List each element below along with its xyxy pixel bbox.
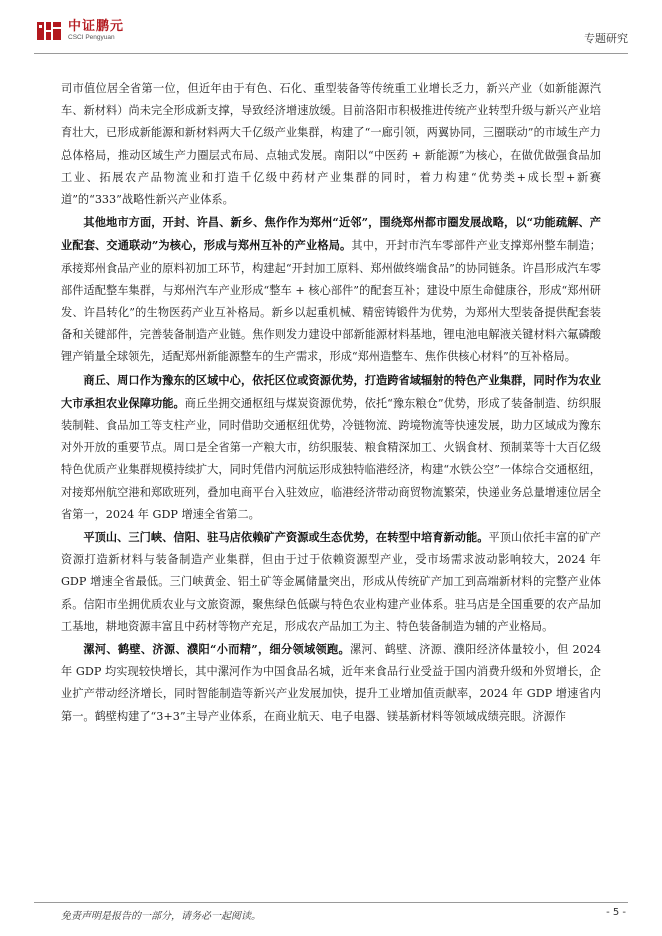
header-divider: [34, 53, 628, 54]
paragraph-text: 其中，开封市汽车零部件产业支撑郑州整车制造；承接郑州食品产业的原料初加工环节，构建起“开封加工原料、郑州做终端食品”的协同链条。许昌形成汽车零部件适配整车集群，与郑州汽车产业形成“整车 + 核心部件”的配套互补；建设中原生命健康谷，形成“郑州研发、许昌转化”的生物医药产业互补格局。新乡以起重机械、精密铸锻件为优势，为郑州大型装备提供配套装备和关键部件，完善装备制造产业链。焦作则发力建设中部新能源材料基地，锂电池电解液关键材料六氟磷酸锂产销量全球领先，适配郑州新能源整车的生产需求，形成“郑州造整车、焦作供核心材料”的互补格局。: [61, 239, 601, 364]
document-body: [61, 78, 601, 728]
paragraph-luohe-group: [61, 638, 601, 728]
paragraph-lead-bold: 漯河、鹤壁、济源、濮阳“小而精”，细分领域领跑。: [83, 642, 351, 657]
paragraph-zhengzhou-neighbors: [61, 211, 601, 368]
paragraph-pingdingshan-group: [61, 526, 601, 638]
paragraph-text: 平顶山依托丰富的矿产资源打造新材料与装备制造产业集群，但由于过于依赖资源型产业，受市场需求波动影响较大，2024 年 GDP 增速全省最低。三门峡黄金、铝土矿等金属储量突出，形成从传统矿产加工到高端新材料的完整产业体系。信阳市坐拥优质农业与文旅资源，聚焦绿色低碳与特色农业构建产业体系。驻马店是全国重要的农产品加工基地，耕地资源丰富且中药材等物产充足，形成农产品加工为主、特色装备制造为辅的产业格局。: [61, 531, 601, 633]
page-header: [0, 0, 662, 56]
footer-disclaimer: 免责声明是报告的一部分，请务必一起阅读。: [61, 911, 261, 922]
brand-logo: [36, 20, 124, 42]
section-label: 专题研究: [584, 32, 628, 45]
paragraph-text: 商丘坐拥交通枢纽与煤炭资源优势，依托“豫东粮仓”优势，形成了装备制造、纺织服装制鞋、食品加工等支柱产业，同时借助交通枢纽优势，冷链物流、跨境物流等快速发展，助力区域成为豫东对外开放的重要节点。周口是全省第一产粮大市，纺织服装、粮食精深加工、火锅食材、预制菜等十大百亿级特色优质产业集群规模持续扩大，同时凭借内河航运形成独特临港经济，构建“水铁公空”一体综合交通枢纽，对接郑州航空港和郑欧班列，叠加电商平台入驻效应，临港经济带动商贸物流繁荣，快递业务总量增速位居全省第一，2024 年 GDP 增速全省第二。: [61, 396, 601, 521]
brand-name-en: CSCI Pengyuan: [68, 34, 115, 41]
footer-divider: [34, 902, 628, 903]
paragraph-lead-bold: 其他地市方面，开封、许昌、新乡、焦作作为郑州“近邻”，围绕郑州都市圈发展战略，以“功能疏解、产业配套、交通联动”为核心，形成与郑州互补的产业格局。: [61, 215, 601, 253]
paragraph-shangqiu-zhoukou: [61, 369, 601, 526]
brand-logo-icon: [36, 20, 62, 42]
paragraph-luoyang-nanyang: 司市值位居全省第一位，但近年由于有色、石化、重型装备等传统重工业增长乏力，新兴产业（如新能源汽车、新材料）尚未完全形成新支撑，导致经济增速放缓。目前洛阳市积极推进传统产业转型升级与新兴产业培育壮大，已形成新能源和新材料两大千亿级产业集群，构建了“一廊引领，两翼协同，三圈联动”的市域生产力总体格局，推动区域生产力圈层式布局、点轴式发展。南阳以“中医药 + 新能源”为核心，在做优做强食品加工业、拓展农产品物流业和打造千亿级中药材产业集群的同时，着力构建“优势类+成长型+新赛道”的“333”战略性新兴产业体系。: [61, 82, 601, 207]
brand-name-cn: 中证鹏元: [68, 19, 125, 34]
paragraph-lead-bold: 平顶山、三门峡、信阳、驻马店依赖矿产资源或生态优势，在转型中培育新动能。: [83, 530, 489, 545]
page-number: - 5 -: [606, 907, 626, 918]
paragraph-text: 漯河、鹤壁、济源、濮阳经济体量较小，但 2024 年 GDP 均实现较快增长，其中漯河作为中国食品名城，近年来食品行业受益于国内消费升级和外贸增长，企业扩产带动经济增长，同时智能制造等新兴产业发展加快，提升工业增加值贡献率，2024 年 GDP 增速省内第一。鹤壁构建了“3+3”主导产业体系，在商业航天、电子电器、镁基新材料等领域成绩亮眼。济源作: [61, 643, 602, 723]
paragraph-lead-bold: 商丘、周口作为豫东的区域中心，依托区位或资源优势，打造跨省域辐射的特色产业集群，同时作为农业大市承担农业保障功能。: [61, 372, 601, 410]
